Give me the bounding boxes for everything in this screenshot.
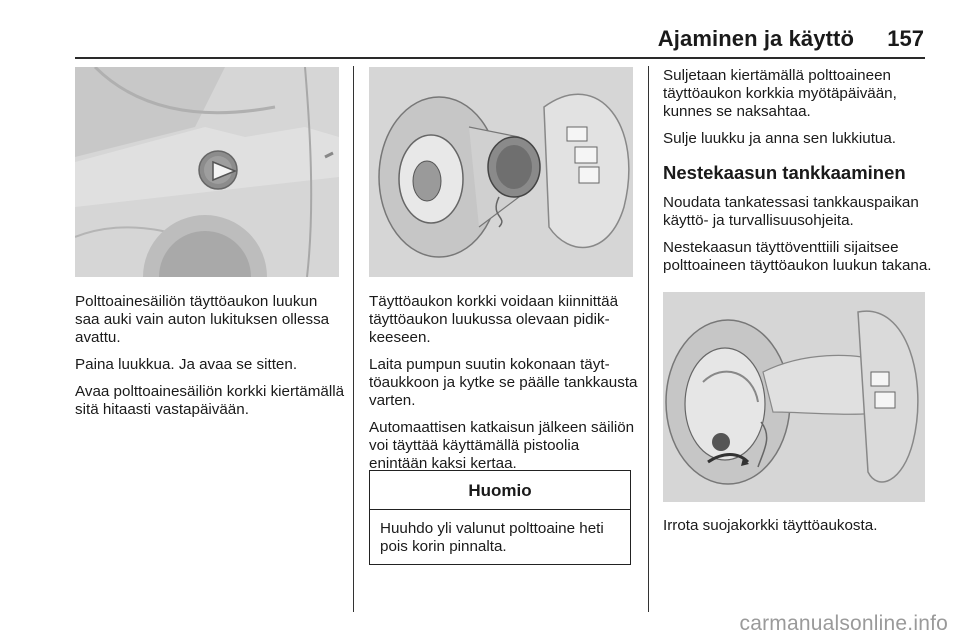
paragraph: Noudata tankatessasi tankkauspaikan käyttö- ja turvallisuusohjeita. [663,194,919,229]
note-title: Huomio [370,471,630,510]
figure-lpg-valve [663,292,925,502]
column-divider-right [648,66,649,612]
paragraph: Polttoainesäiliön täyttöaukon luukun saa auki vain auton lukituksen ollessa avattu. [75,293,330,346]
column-1-text [75,293,345,428]
page-header [0,0,960,62]
column-divider-left [353,66,354,612]
paragraph: Irrota suojakorkki täyttöaukosta. [663,517,878,534]
column-2-text [369,293,639,482]
column-3-caption [663,517,933,544]
figure-fuel-cap-holder [369,67,633,277]
paragraph: Nestekaasun täyttöventtiili sijaitsee polttoaineen täyttöaukon luukun takana. [663,239,932,274]
paragraph: Täyttöaukon korkki voidaan kiinnittää täyttöaukon luukussa olevaan pidikkeeseen. [369,293,619,346]
figure-fuel-flap-car [75,67,339,277]
note-box [369,470,631,565]
note-body: Huuhdo yli valunut polttoaine heti pois korin pinnalta. [380,520,604,555]
header-rule [75,57,925,59]
section-title: Ajaminen ja käyttö [657,26,854,51]
watermark: carmanualsonline.info [739,612,948,635]
paragraph: Suljetaan kiertämällä polttoaineen täyttöaukon korkkia myötäpäivään, kunnes se naksahtaa. [663,67,897,120]
paragraph: Automaattisen katkaisun jälkeen säiliön voi täyttää käyttämällä pistoolia enintään kaksi kertaa. [369,419,635,472]
paragraph: Avaa polttoainesäiliön korkki kiertämällä sitä hitaasti vastapäivään. [75,383,345,418]
paragraph: Sulje luukku ja anna sen lukkiutua. [663,130,897,147]
section-heading: Nestekaasun tankkaaminen [663,162,906,183]
paragraph: Laita pumpun suutin kokonaan täyttöaukkoon ja kytke se päälle tankkausta varten. [369,356,638,409]
paragraph: Paina luukkua. Ja avaa se sitten. [75,356,298,373]
column-3-text [663,67,933,284]
page-number: 157 [887,26,924,51]
